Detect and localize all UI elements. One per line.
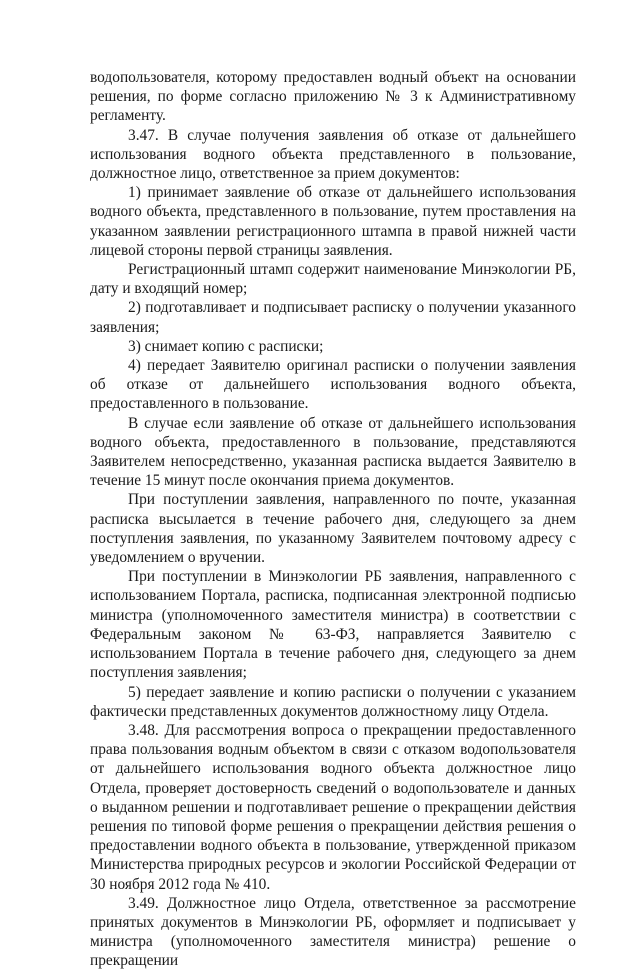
paragraph-item-4: 4) передает Заявителю оригинал расписки о получении заявления об отказе от дальнейшего использования водного объекта, предоставленного в пользование. [90,357,576,413]
paragraph-item-3: 3) снимает копию с расписки; [128,337,324,355]
paragraph-stamp: Регистрационный штамп содержит наименование Минэкологии РБ, дату и входящий номер; [90,261,576,298]
paragraph-portal-submission: При поступлении в Минэкологии РБ заявления, направленного с использованием Портала, расписка, подписанная электронной подписью министра (уполномоченного заместителя министра) в соответствии с Федеральным законом № 63-ФЗ, направляется Заявителю с использованием Портала в течение рабочего дня, следующего за днем поступления заявления; [90,568,576,682]
paragraph-3-47: 3.47. В случае получения заявления об отказе от дальнейшего использования водного объекта представленного в пользование, должностное лицо, ответственное за прием документов: [90,126,576,183]
paragraph-continuation: водопользователя, которому предоставлен водный объект на основании решения, по форме согласно приложению № 3 к Административному регламенту. [90,69,576,125]
paragraph-item-5: 5) передает заявление и копию расписки о получении с указанием фактически представленных документов должностному лицу Отдела. [90,683,576,720]
paragraph-postal-submission: При поступлении заявления, направленного по почте, указанная расписка высылается в течение рабочего дня, следующего за днем поступления заявления, по указанному Заявителем почтовому адресу с уведомлением о вручении. [90,491,576,567]
paragraph-3-49: 3.49. Должностное лицо Отдела, ответственное за рассмотрение принятых документов в Минэкологии РБ, оформляет и подписывает у министра (уполномоченного заместителя министра) решение о прекращении [90,894,576,970]
document-body [90,68,576,971]
paragraph-direct-submission: В случае если заявление об отказе от дальнейшего использования водного объекта, предоставленного в пользование, представляются Заявителем непосредственно, указанная расписка выдается Заявителю в течение 15 минут после окончания приема документов. [90,414,576,490]
paragraph-item-2: 2) подготавливает и подписывает расписку о получении указанного заявления; [90,299,576,336]
paragraph-item-1: 1) принимает заявление об отказе от дальнейшего использования водного объекта, представленного в пользование, путем проставления на указанном заявлении регистрационного штампа в правой нижней части лицевой стороны первой страницы заявления. [90,184,576,259]
paragraph-3-48: 3.48. Для рассмотрения вопроса о прекращении предоставленного права пользования водным объектом в связи с отказом водопользователя от дальнейшего использования водного объекта должностное лицо Отдела, проверяет достоверность сведений о водопользователе и данных о выданном решении и подготавливает решение о прекращении действия решения по типовой форме решения о прекращении действия решения о предоставлении водного объекта в пользование, утвержденной приказом Министерства природных ресурсов и экологии Российской Федерации от 30 ноября 2012 года № 410. [90,721,576,893]
